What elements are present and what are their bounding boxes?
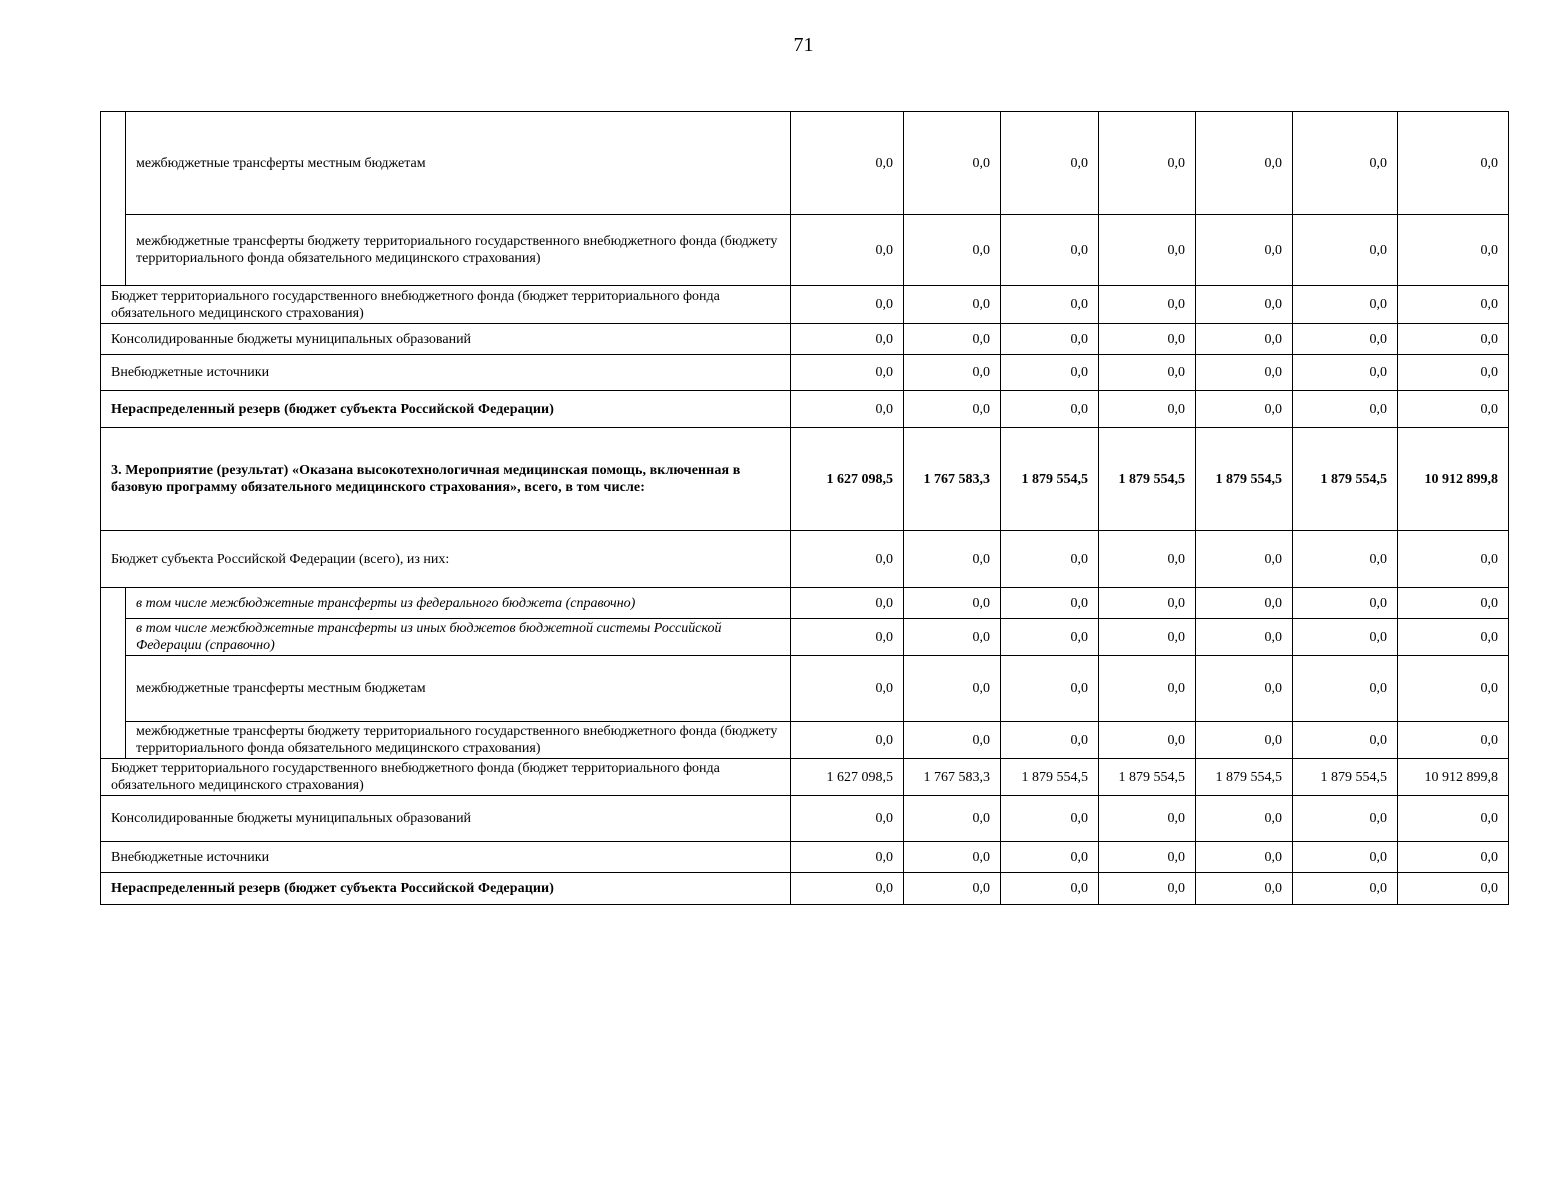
value-cell: 0,0 xyxy=(791,619,904,656)
value-cell: 0,0 xyxy=(904,722,1001,759)
page-number: 71 xyxy=(793,34,814,56)
value-cell: 0,0 xyxy=(1001,796,1099,842)
total-cell: 0,0 xyxy=(1398,796,1509,842)
value-cell: 1 879 554,5 xyxy=(1099,428,1196,531)
value-cell: 0,0 xyxy=(1196,112,1293,215)
table-row xyxy=(101,355,1509,391)
value-cell: 0,0 xyxy=(791,656,904,722)
value-cell: 0,0 xyxy=(1196,656,1293,722)
row-label: Бюджет территориального государственного внебюджетного фонда (бюджет территориального фонда обязательного медицинского страхования) xyxy=(101,286,791,324)
value-cell: 0,0 xyxy=(1293,215,1398,286)
row-label: Нераспределенный резерв (бюджет субъекта Российской Федерации) xyxy=(101,873,791,905)
table-row xyxy=(101,286,1509,324)
value-cell: 1 767 583,3 xyxy=(904,759,1001,796)
value-cell: 0,0 xyxy=(1099,286,1196,324)
row-label: Внебюджетные источники xyxy=(101,355,791,391)
indent-cell xyxy=(101,112,126,215)
value-cell: 0,0 xyxy=(904,842,1001,873)
total-cell: 0,0 xyxy=(1398,355,1509,391)
table-row xyxy=(101,588,1509,619)
value-cell: 0,0 xyxy=(1099,619,1196,656)
value-cell: 0,0 xyxy=(1001,619,1099,656)
table-row xyxy=(101,215,1509,286)
value-cell: 0,0 xyxy=(1293,112,1398,215)
row-label: межбюджетные трансферты бюджету территориального государственного внебюджетного фонда (бюджету территориального фонда обязательного медицинского страхования) xyxy=(126,722,791,759)
total-cell: 0,0 xyxy=(1398,656,1509,722)
value-cell: 0,0 xyxy=(791,873,904,905)
value-cell: 0,0 xyxy=(1001,873,1099,905)
value-cell: 0,0 xyxy=(904,588,1001,619)
value-cell: 1 879 554,5 xyxy=(1293,428,1398,531)
row-label: в том числе межбюджетные трансферты из иных бюджетов бюджетной системы Российской Федерации (справочно) xyxy=(126,619,791,656)
value-cell: 1 879 554,5 xyxy=(1196,759,1293,796)
value-cell: 0,0 xyxy=(791,286,904,324)
row-label: межбюджетные трансферты местным бюджетам xyxy=(126,112,791,215)
table-row xyxy=(101,324,1509,355)
value-cell: 0,0 xyxy=(1196,619,1293,656)
indent-cell xyxy=(101,215,126,286)
value-cell: 0,0 xyxy=(904,112,1001,215)
table-row xyxy=(101,842,1509,873)
value-cell: 0,0 xyxy=(904,619,1001,656)
value-cell: 0,0 xyxy=(1293,656,1398,722)
value-cell: 1 879 554,5 xyxy=(1099,759,1196,796)
value-cell: 0,0 xyxy=(1099,588,1196,619)
total-cell: 0,0 xyxy=(1398,842,1509,873)
value-cell: 0,0 xyxy=(1099,796,1196,842)
value-cell: 1 627 098,5 xyxy=(791,759,904,796)
value-cell: 0,0 xyxy=(1293,531,1398,588)
total-cell: 0,0 xyxy=(1398,286,1509,324)
table-row xyxy=(101,722,1509,759)
total-cell: 10 912 899,8 xyxy=(1398,428,1509,531)
value-cell: 0,0 xyxy=(791,531,904,588)
value-cell: 0,0 xyxy=(1196,722,1293,759)
value-cell: 0,0 xyxy=(1001,112,1099,215)
value-cell: 0,0 xyxy=(1001,286,1099,324)
row-label: межбюджетные трансферты бюджету территориального государственного внебюджетного фонда (бюджету территориального фонда обязательного медицинского страхования) xyxy=(126,215,791,286)
table-row xyxy=(101,759,1509,796)
row-label: Бюджет субъекта Российской Федерации (всего), из них: xyxy=(101,531,791,588)
activity-title: 3. Мероприятие (результат) «Оказана высокотехнологичная медицинская помощь, включенная в базовую программу обязательного медицинского страхования», всего, в том числе: xyxy=(101,428,791,531)
value-cell: 0,0 xyxy=(791,112,904,215)
value-cell: 0,0 xyxy=(1293,324,1398,355)
value-cell: 0,0 xyxy=(1293,842,1398,873)
total-cell: 0,0 xyxy=(1398,324,1509,355)
value-cell: 0,0 xyxy=(1196,391,1293,428)
value-cell: 1 879 554,5 xyxy=(1001,428,1099,531)
value-cell: 0,0 xyxy=(1001,531,1099,588)
value-cell: 0,0 xyxy=(1196,796,1293,842)
value-cell: 0,0 xyxy=(1099,873,1196,905)
value-cell: 0,0 xyxy=(791,842,904,873)
value-cell: 0,0 xyxy=(1293,286,1398,324)
value-cell: 0,0 xyxy=(1001,656,1099,722)
value-cell: 0,0 xyxy=(1099,215,1196,286)
total-cell: 0,0 xyxy=(1398,531,1509,588)
value-cell: 0,0 xyxy=(1001,588,1099,619)
total-cell: 0,0 xyxy=(1398,619,1509,656)
value-cell: 0,0 xyxy=(1293,355,1398,391)
table-row xyxy=(101,873,1509,905)
row-label: Консолидированные бюджеты муниципальных образований xyxy=(101,324,791,355)
value-cell: 0,0 xyxy=(791,722,904,759)
table-row xyxy=(101,531,1509,588)
value-cell: 1 879 554,5 xyxy=(1001,759,1099,796)
value-cell: 1 627 098,5 xyxy=(791,428,904,531)
indent-cell xyxy=(101,656,126,722)
value-cell: 0,0 xyxy=(791,391,904,428)
total-cell: 0,0 xyxy=(1398,391,1509,428)
value-cell: 0,0 xyxy=(904,531,1001,588)
value-cell: 0,0 xyxy=(791,215,904,286)
value-cell: 0,0 xyxy=(904,873,1001,905)
value-cell: 0,0 xyxy=(1099,324,1196,355)
total-cell: 0,0 xyxy=(1398,112,1509,215)
indent-cell xyxy=(101,619,126,656)
value-cell: 0,0 xyxy=(791,588,904,619)
table-row xyxy=(101,796,1509,842)
value-cell: 0,0 xyxy=(1099,355,1196,391)
budget-table xyxy=(100,111,1509,905)
total-cell: 0,0 xyxy=(1398,873,1509,905)
row-label: Консолидированные бюджеты муниципальных образований xyxy=(101,796,791,842)
value-cell: 0,0 xyxy=(1196,531,1293,588)
value-cell: 0,0 xyxy=(904,286,1001,324)
value-cell: 0,0 xyxy=(1196,286,1293,324)
value-cell: 0,0 xyxy=(1293,391,1398,428)
value-cell: 0,0 xyxy=(1196,355,1293,391)
value-cell: 0,0 xyxy=(1099,391,1196,428)
total-cell: 0,0 xyxy=(1398,215,1509,286)
table-row xyxy=(101,112,1509,215)
total-cell: 0,0 xyxy=(1398,588,1509,619)
row-label: Внебюджетные источники xyxy=(101,842,791,873)
value-cell: 0,0 xyxy=(1001,215,1099,286)
value-cell: 0,0 xyxy=(904,355,1001,391)
indent-cell xyxy=(101,588,126,619)
value-cell: 0,0 xyxy=(791,355,904,391)
value-cell: 0,0 xyxy=(1293,722,1398,759)
value-cell: 0,0 xyxy=(1001,722,1099,759)
value-cell: 0,0 xyxy=(1293,873,1398,905)
total-cell: 0,0 xyxy=(1398,722,1509,759)
value-cell: 0,0 xyxy=(1001,391,1099,428)
value-cell: 0,0 xyxy=(1293,588,1398,619)
value-cell: 0,0 xyxy=(1001,842,1099,873)
value-cell: 1 879 554,5 xyxy=(1293,759,1398,796)
value-cell: 0,0 xyxy=(904,324,1001,355)
value-cell: 0,0 xyxy=(1293,796,1398,842)
value-cell: 0,0 xyxy=(1196,842,1293,873)
value-cell: 0,0 xyxy=(904,215,1001,286)
value-cell: 0,0 xyxy=(1099,842,1196,873)
row-label: Нераспределенный резерв (бюджет субъекта Российской Федерации) xyxy=(101,391,791,428)
table-row xyxy=(101,428,1509,531)
value-cell: 0,0 xyxy=(1196,873,1293,905)
value-cell: 1 879 554,5 xyxy=(1196,428,1293,531)
value-cell: 1 767 583,3 xyxy=(904,428,1001,531)
value-cell: 0,0 xyxy=(904,656,1001,722)
value-cell: 0,0 xyxy=(904,391,1001,428)
value-cell: 0,0 xyxy=(1001,355,1099,391)
table-row xyxy=(101,619,1509,656)
value-cell: 0,0 xyxy=(791,324,904,355)
row-label: в том числе межбюджетные трансферты из федерального бюджета (справочно) xyxy=(126,588,791,619)
table-row xyxy=(101,656,1509,722)
value-cell: 0,0 xyxy=(1196,324,1293,355)
row-label: Бюджет территориального государственного внебюджетного фонда (бюджет территориального фонда обязательного медицинского страхования) xyxy=(101,759,791,796)
value-cell: 0,0 xyxy=(1099,656,1196,722)
value-cell: 0,0 xyxy=(1001,324,1099,355)
table-row xyxy=(101,391,1509,428)
value-cell: 0,0 xyxy=(1196,588,1293,619)
value-cell: 0,0 xyxy=(1099,722,1196,759)
value-cell: 0,0 xyxy=(1099,112,1196,215)
value-cell: 0,0 xyxy=(1099,531,1196,588)
row-label: межбюджетные трансферты местным бюджетам xyxy=(126,656,791,722)
indent-cell xyxy=(101,722,126,759)
value-cell: 0,0 xyxy=(791,796,904,842)
value-cell: 0,0 xyxy=(1293,619,1398,656)
value-cell: 0,0 xyxy=(1196,215,1293,286)
value-cell: 0,0 xyxy=(904,796,1001,842)
total-cell: 10 912 899,8 xyxy=(1398,759,1509,796)
